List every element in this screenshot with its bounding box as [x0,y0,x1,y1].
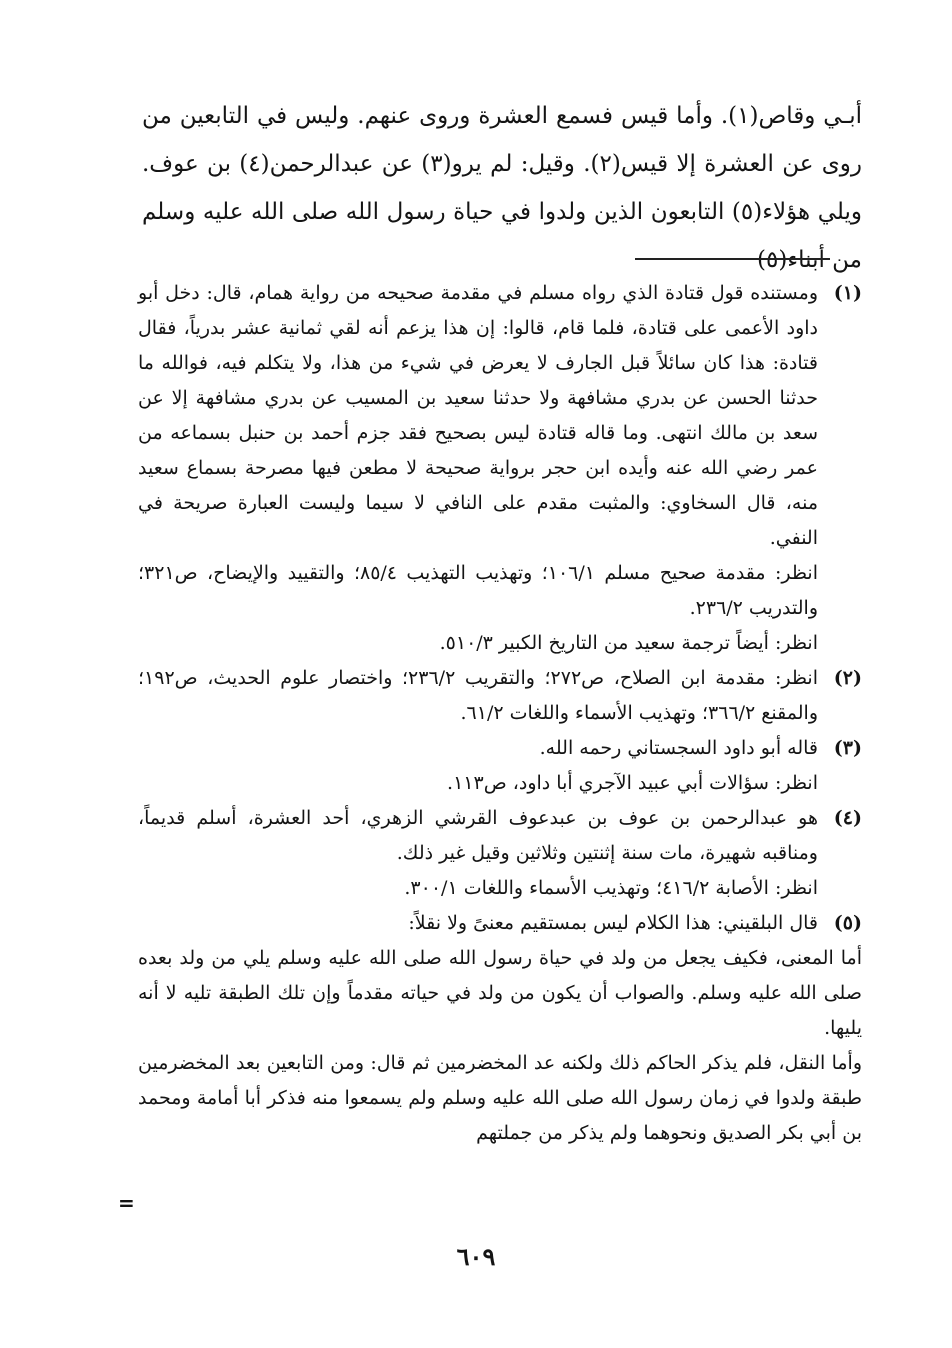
footnote-5 [138,906,862,941]
footnote-paragraph: وأما النقل، فلم يذكر الحاكم ذلك ولكنه عد المخضرمين ثم قال: ومن التابعين بعد المخضرمين طبقة ولدوا في زمان رسول الله صلى الله عليه وسلم ولم يسمعوا منه فذكر أبا أمامة ومحمد بن أبي بكر الصديق ونحوهما ولم يذكر من جملتهم [138,1052,862,1144]
footnote-3 [138,731,862,801]
footnote-2 [138,661,862,731]
footnote-4 [138,801,862,906]
footnote-number: (٢) [833,667,862,689]
footnote-text: انظر: مقدمة ابن الصلاح، ص٢٧٢؛ والتقريب ٢٣٦/٢؛ واختصار علوم الحديث، ص١٩٢؛ والمقنع ٣٦٦/٢؛ وتهذيب الأسماء واللغات ٦١/٢. [138,667,819,724]
footnote-reference: انظر: مقدمة صحيح مسلم ١٠٦/١؛ وتهذيب التهذيب ٨٥/٤؛ والتقييد والإيضاح، ص٣٢١؛ والتدريب ٢٣٦/٢. [138,562,818,619]
footnote-paragraph: أما المعنى، فكيف يجعل من ولد في حياة رسول الله صلى الله عليه وسلم يلي من ولد بعده صلى الله عليه وسلم. والصواب أن يكون من ولد في حياته مقدماً وإن تلك الطبقة تليه لا أنه يليها. [138,947,862,1039]
footnote-text: قال البلقيني: هذا الكلام ليس بمستقيم معنىً ولا نقلاً: [408,912,818,934]
footnote-separator [635,258,830,260]
footnote-text: هو عبدالرحمن بن عوف بن عبدعوف القرشي الزهري، أحد العشرة، أسلم قديماً، ومناقبه شهيرة، مات سنة إثنتين وثلاثين وقيل غير ذلك. [138,807,818,864]
footnote-reference: انظر: الأصابة ٤١٦/٢؛ وتهذيب الأسماء واللغات ٣٠٠/١. [404,877,818,899]
page-number: ٦٠٩ [456,1242,496,1271]
footnote-5-continuation [138,941,862,1151]
footnote-number: (١) [833,282,862,304]
footnote-reference: انظر: أيضاً ترجمة سعيد من التاريخ الكبير ٥١٠/٣. [439,632,818,654]
footnote-number: (٤) [833,807,862,829]
continuation-marker: = [118,1191,135,1215]
main-text: أبـي وقاص(١). وأما قيس فسمع العشرة وروى عنهم. وليس في التابعين من روى عن العشرة إلا قيس(٢). وقيل: لم يرو(٣) عن عبدالرحمن(٤) بن عوف. ويلي هؤلاء(٥) التابعون الذين ولدوا في حياة رسول الله صلى الله عليه وسلم من أبناء(٥) [142,103,863,273]
footnote-number: (٣) [833,737,862,759]
footnote-text: قاله أبو داود السجستاني رحمه الله. [539,737,818,759]
footnote-text: ومستنده قول قتادة الذي رواه مسلم في مقدمة صحيحه من رواية همام، قال: دخل أبو داود الأعمى على قتادة، فلما قام، قالوا: إن هذا يزعم أنه لقي ثمانية عشر بدرياً، فقال قتادة: هذا كان سائلاً قبل الجارف لا يعرض في شيء من هذا، ولا يتكلم فيه، فوالله ما حدثنا الحسن عن بدري مشافهة ولا حدثنا سعيد بن المسيب عن بدري مشافهة إلا عن سعد بن مالك انتهى. وما قاله قتادة ليس بصحيح فقد جزم أحمد بن حنبل بسماعه من عمر رضي الله عنه وأيده ابن حجر برواية صحيحة لا مطعن فيها مصرحة بسماع سعيد منه، قال السخاوي: والمثبت مقدم على النافي لا سيما وليست العبارة صريحة في النفي. [138,282,818,549]
footnote-reference: انظر: سؤالات أبي عبيد الآجري أبا داود، ص١١٣. [447,772,818,794]
footnotes-section [138,276,862,1151]
footnote-1 [138,276,862,661]
footnote-number: (٥) [833,912,862,934]
